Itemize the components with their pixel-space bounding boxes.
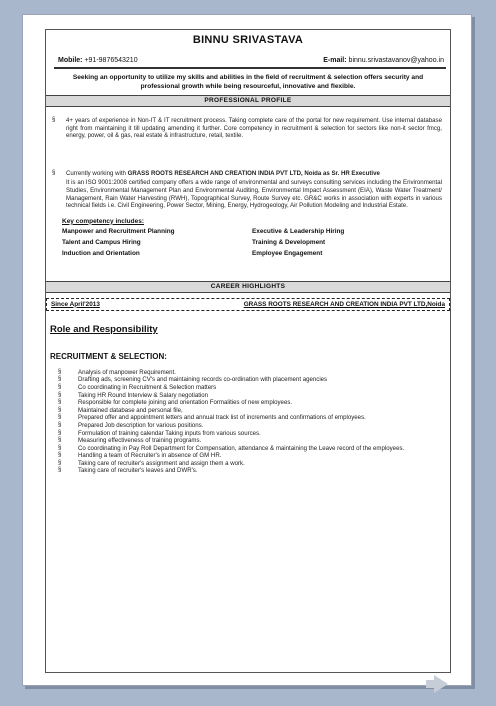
bullet-icon: § (58, 399, 62, 406)
career-since: Since April'2013 (51, 300, 100, 308)
list-item: § Analysis of manpower Requirement. (46, 369, 450, 377)
list-item: § Co coordinating in Recruitment & Selection matters (46, 384, 450, 392)
competency-item: Employee Engagement (252, 249, 323, 257)
profile-bullet-1 (46, 117, 450, 140)
list-item: § Taking care of recruiter's leaves and DWR's. (46, 467, 450, 475)
bullet-icon: § (52, 169, 56, 176)
profile-bullet-1-text: 4+ years of experience in Non-IT & IT recruitment process. Taking complete care of the portal for new requirement. Use internal database right from maintaining it till updating amending it further. Core competency in recruitment & selection for sectors like non-it sector fmcg, energy, power, oil & gas, real estate & infrastructure, retail, textile. (66, 117, 442, 140)
list-item: § Drafting ads, screening CV's and maintaining records co-ordination with placement agencies (46, 376, 450, 384)
professional-profile-heading: PROFESSIONAL PROFILE (46, 95, 450, 107)
email-address: binnu.srivastavanov@yahoo.in (348, 57, 444, 64)
competency-item: Talent and Campus Hiring (62, 238, 141, 246)
list-item: § Taking care of recruiter's assignment and assign them a work. (46, 460, 450, 468)
list-item: § Maintained database and personal file, (46, 407, 450, 415)
list-item: § Co coordinating in Pay Roll Department for Compensation, attendance & maintaining the Leave record of the employees. (46, 445, 450, 453)
bullet-icon: § (58, 444, 62, 451)
responsibility-list (46, 369, 450, 475)
bullet-icon: § (58, 391, 62, 398)
mobile-block (58, 57, 138, 64)
competency-item: Manpower and Recruitment Planning (62, 227, 175, 235)
career-objective: Seeking an opportunity to utilize my skills and abilities in the field of recruitment & selection offers security and professional growth while being resourceful, innovative and flexible. (72, 74, 424, 90)
bullet-icon: § (52, 117, 56, 123)
list-item: § Prepared offer and appointment letters and annual track list of increments and confirmations of employees. (46, 414, 450, 422)
candidate-name: BINNU SRIVASTAVA (192, 34, 304, 46)
competency-title: Key competency includes: (62, 217, 144, 225)
career-highlights-heading: CAREER HIGHLIGHTS (46, 281, 450, 293)
career-highlight-row (46, 298, 450, 311)
bullet-icon: § (58, 459, 62, 466)
next-page-arrow-icon[interactable] (434, 675, 448, 693)
bullet-icon: § (58, 376, 62, 383)
recruitment-heading: RECRUITMENT & SELECTION: (50, 351, 167, 361)
competency-item: Induction and Orientation (62, 249, 140, 257)
competency-grid (62, 228, 442, 257)
bullet-icon: § (58, 383, 62, 390)
profile-bullet-2-text (66, 170, 450, 178)
list-item: § Formulation of training calendar Taking inputs from various sources. (46, 430, 450, 438)
bullet-icon: § (58, 421, 62, 428)
competency-item: Executive & Leadership Hiring (252, 227, 345, 235)
document-page (22, 14, 472, 686)
career-company: GRASS ROOTS RESEARCH AND CREATION INDIA PVT LTD,Noida (243, 300, 445, 308)
resume-sheet (45, 29, 451, 673)
company-description (46, 179, 450, 209)
email-block (323, 57, 444, 64)
role-heading: Role and Responsibility (50, 323, 158, 335)
list-item: § Handling a team of Recruiter's in absence of GM HR. (46, 452, 450, 460)
bullet-icon: § (58, 437, 62, 444)
bullet-icon: § (58, 452, 62, 459)
company-description-text: It is an ISO 9001:2008 certified company offers a wide range of environmental and surveys consulting services including the Environmental Studies, Environmental Management Plan and Environmental Auditing, Environmental Impact Assessment (EIA), Waste Water Treatment/ Management, Rain Water Harvesting (RWH), Topographical Survey, Route Survey etc. GR&C works in association with experts in various technical fields i.e. Civil Engineering, Power Sector, Mining, Energy, Hydrogeology, Air Pollution Modeling and Industrial Estate. (66, 179, 442, 210)
list-item: § Taking HR Round Interview & Salary negotiation (46, 392, 450, 400)
contact-line (58, 57, 444, 64)
current-employment-prefix: Currently working with (66, 169, 128, 177)
current-company: GRASS ROOTS RESEARCH AND CREATION INDIA PVT LTD, Noida as Sr. HR Executive (127, 169, 380, 177)
competency-item: Training & Development (252, 238, 326, 246)
list-item: § Prepared Job description for various positions. (46, 422, 450, 430)
bullet-icon: § (58, 467, 62, 474)
mobile-number: +91-9876543210 (84, 57, 138, 64)
bullet-icon: § (58, 406, 62, 413)
profile-bullet-2 (46, 170, 450, 178)
mobile-label: Mobile: (58, 57, 85, 64)
bullet-icon: § (58, 429, 62, 436)
list-item: § Responsible for complete joining and orientation Formalities of new employees. (46, 399, 450, 407)
email-label: E-mail: (323, 57, 349, 64)
bullet-icon: § (58, 368, 62, 375)
bullet-icon: § (58, 414, 62, 421)
list-item: § Measuring effectiveness of training programs. (46, 437, 450, 445)
header-divider (54, 67, 446, 69)
